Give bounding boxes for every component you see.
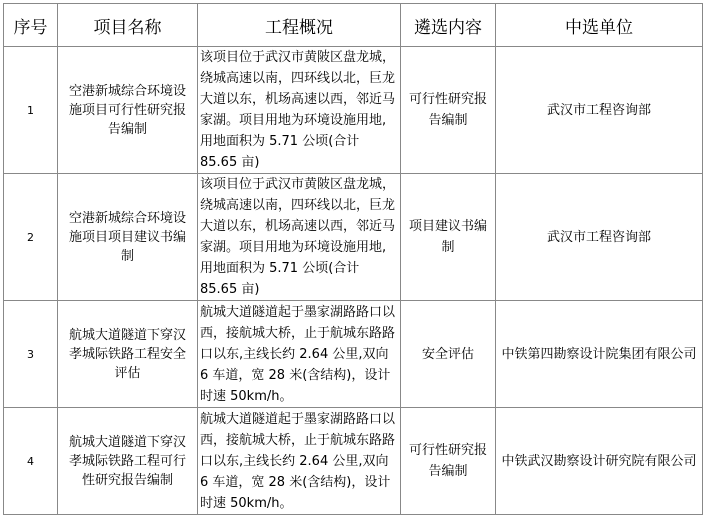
row-unit: 中铁武汉勘察设计研究院有限公司 <box>496 408 703 515</box>
row-project-name: 空港新城综合环境设施项目可行性研究报告编制 <box>58 47 198 174</box>
header-index: 序号 <box>4 4 58 47</box>
row-overview: 该项目位于武汉市黄陂区盘龙城，绕城高速以南，四环线以北，巨龙大道以东，机场高速以西，邻近马家湖。项目用地为环境设施用地,用地面积为 5.71 公顷(合计 85.65 亩) <box>198 47 401 174</box>
header-row <box>4 4 703 47</box>
row-content: 可行性研究报告编制 <box>401 408 496 515</box>
header-overview: 工程概况 <box>198 4 401 47</box>
header-unit: 中选单位 <box>496 4 703 47</box>
header-content: 遴选内容 <box>401 4 496 47</box>
table-row <box>4 47 703 174</box>
row-overview: 该项目位于武汉市黄陂区盘龙城，绕城高速以南，四环线以北，巨龙大道以东，机场高速以西，邻近马家湖。项目用地为环境设施用地,用地面积为 5.71 公顷(合计 85.65 亩) <box>198 174 401 301</box>
row-index: 4 <box>4 408 58 515</box>
row-unit: 武汉市工程咨询部 <box>496 47 703 174</box>
row-project-name: 航城大道隧道下穿汉孝城际铁路工程可行性研究报告编制 <box>58 408 198 515</box>
row-index: 3 <box>4 301 58 408</box>
row-index: 1 <box>4 47 58 174</box>
row-content: 项目建议书编制 <box>401 174 496 301</box>
row-overview: 航城大道隧道起于墨家湖路路口以西，接航城大桥，止于航城东路路口以东,主线长约 2.64 公里,双向 6 车道，宽 28 米(含结构)，设计时速 50km/h。 <box>198 301 401 408</box>
row-unit: 武汉市工程咨询部 <box>496 174 703 301</box>
row-project-name: 航城大道隧道下穿汉孝城际铁路工程安全评估 <box>58 301 198 408</box>
table-row <box>4 408 703 515</box>
row-content: 安全评估 <box>401 301 496 408</box>
table-row <box>4 174 703 301</box>
row-overview: 航城大道隧道起于墨家湖路路口以西，接航城大桥，止于航城东路路口以东,主线长约 2.64 公里,双向 6 车道，宽 28 米(含结构)，设计时速 50km/h。 <box>198 408 401 515</box>
row-index: 2 <box>4 174 58 301</box>
header-name: 项目名称 <box>58 4 198 47</box>
row-content: 可行性研究报告编制 <box>401 47 496 174</box>
table-row <box>4 301 703 408</box>
row-unit: 中铁第四勘察设计院集团有限公司 <box>496 301 703 408</box>
row-project-name: 空港新城综合环境设施项目项目建议书编制 <box>58 174 198 301</box>
selection-results-table <box>3 3 703 515</box>
